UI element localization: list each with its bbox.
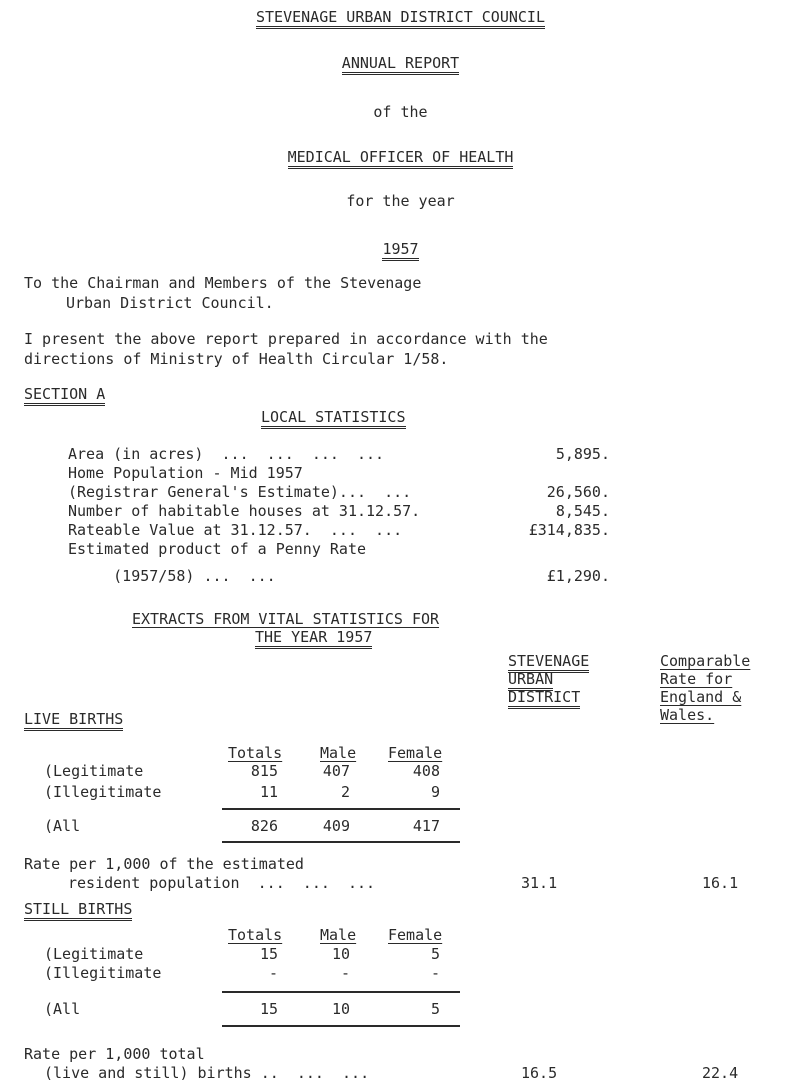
cell-totals: 815	[250, 762, 278, 780]
cell-female: 417	[412, 817, 440, 835]
cell-totals: 826	[250, 817, 278, 835]
cell-male: 407	[322, 762, 350, 780]
still-header-totals: Totals	[228, 926, 283, 944]
district-header-line: DISTRICT	[508, 688, 580, 706]
section-title: SECTION A	[24, 385, 105, 403]
live-header-female: Female	[388, 744, 443, 762]
live-births-title: LIVE BIRTHS	[24, 710, 123, 728]
stat-value: 8,545.	[555, 502, 610, 520]
stat-value: £314,835.	[528, 521, 610, 539]
intro-line-4: directions of Ministry of Health Circular 1/58.	[24, 350, 449, 368]
live-rate-line-2: resident population ... ... ...	[68, 874, 376, 892]
totals-divider	[222, 991, 460, 993]
report-title: ANNUAL REPORT	[0, 54, 801, 72]
live-rate-line-1: Rate per 1,000 of the estimated	[24, 855, 304, 873]
row-label: (Illegitimate	[44, 964, 162, 982]
stat-label: Rateable Value at 31.12.57. ... ...	[68, 521, 403, 539]
still-rate-district: 16.5	[521, 1064, 558, 1082]
intro-line-2: Urban District Council.	[66, 294, 274, 312]
live-header-totals: Totals	[228, 744, 283, 762]
live-header-male: Male	[320, 744, 357, 762]
row-label: (Illegitimate	[44, 783, 162, 801]
cell-female: 5	[430, 945, 440, 963]
stat-value: £1,290.	[546, 567, 610, 585]
cell-male: 10	[331, 1000, 350, 1018]
still-header-male: Male	[320, 926, 357, 944]
stat-label: Area (in acres) ... ... ... ...	[68, 445, 385, 463]
for-year-text: for the year	[346, 192, 455, 210]
intro-line-3: I present the above report prepared in accordance with the	[24, 330, 548, 348]
cell-male: 10	[331, 945, 350, 963]
stat-label: Number of habitable houses at 31.12.57.	[68, 502, 421, 520]
totals-underline	[222, 1025, 460, 1027]
stat-label: Home Population - Mid 1957	[68, 464, 303, 482]
cell-totals: -	[268, 964, 278, 982]
live-rate-england: 16.1	[702, 874, 739, 892]
comparable-header-line: Rate for	[660, 670, 733, 688]
row-label: (Legitimate	[44, 945, 144, 963]
comparable-header-line: Wales.	[660, 706, 715, 724]
still-rate-england: 22.4	[702, 1064, 739, 1082]
still-rate-line-2: (live and still) births .. ... ...	[44, 1064, 370, 1082]
council-title: STEVENAGE URBAN DISTRICT COUNCIL	[0, 8, 801, 26]
stat-value: 5,895.	[555, 445, 610, 463]
totals-divider	[222, 808, 460, 810]
cell-female: -	[430, 964, 440, 982]
cell-female: 408	[412, 762, 440, 780]
officer-title: MEDICAL OFFICER OF HEALTH	[0, 148, 801, 166]
year-title: 1957	[0, 240, 801, 258]
cell-female: 9	[430, 783, 440, 801]
district-header-line: URBAN	[508, 670, 553, 688]
row-label: (All	[44, 1000, 81, 1018]
section-subtitle: LOCAL STATISTICS	[261, 408, 406, 426]
stat-label: Estimated product of a Penny Rate	[68, 540, 367, 558]
vital-subtitle: THE YEAR 1957	[255, 628, 372, 646]
still-rate-line-1: Rate per 1,000 total	[24, 1045, 205, 1063]
cell-male: -	[340, 964, 350, 982]
totals-underline	[222, 841, 460, 843]
stat-label: (Registrar General's Estimate)... ...	[68, 483, 412, 501]
row-label: (All	[44, 817, 81, 835]
cell-totals: 11	[259, 783, 278, 801]
comparable-header-line: Comparable	[660, 652, 751, 670]
vital-title: EXTRACTS FROM VITAL STATISTICS FOR	[132, 610, 440, 628]
cell-totals: 15	[259, 945, 278, 963]
still-births-title: STILL BIRTHS	[24, 900, 132, 918]
district-header-line: STEVENAGE	[508, 652, 589, 670]
row-label: (Legitimate	[44, 762, 144, 780]
still-header-female: Female	[388, 926, 443, 944]
stat-label: (1957/58) ... ...	[68, 567, 276, 585]
cell-male: 2	[340, 783, 350, 801]
cell-female: 5	[430, 1000, 440, 1018]
cell-male: 409	[322, 817, 350, 835]
live-rate-district: 31.1	[521, 874, 558, 892]
cell-totals: 15	[259, 1000, 278, 1018]
intro-line-1: To the Chairman and Members of the Stevenage	[24, 274, 422, 292]
of-the-text: of the	[373, 103, 428, 121]
comparable-header-line: England &	[660, 688, 742, 706]
stat-value: 26,560.	[546, 483, 610, 501]
